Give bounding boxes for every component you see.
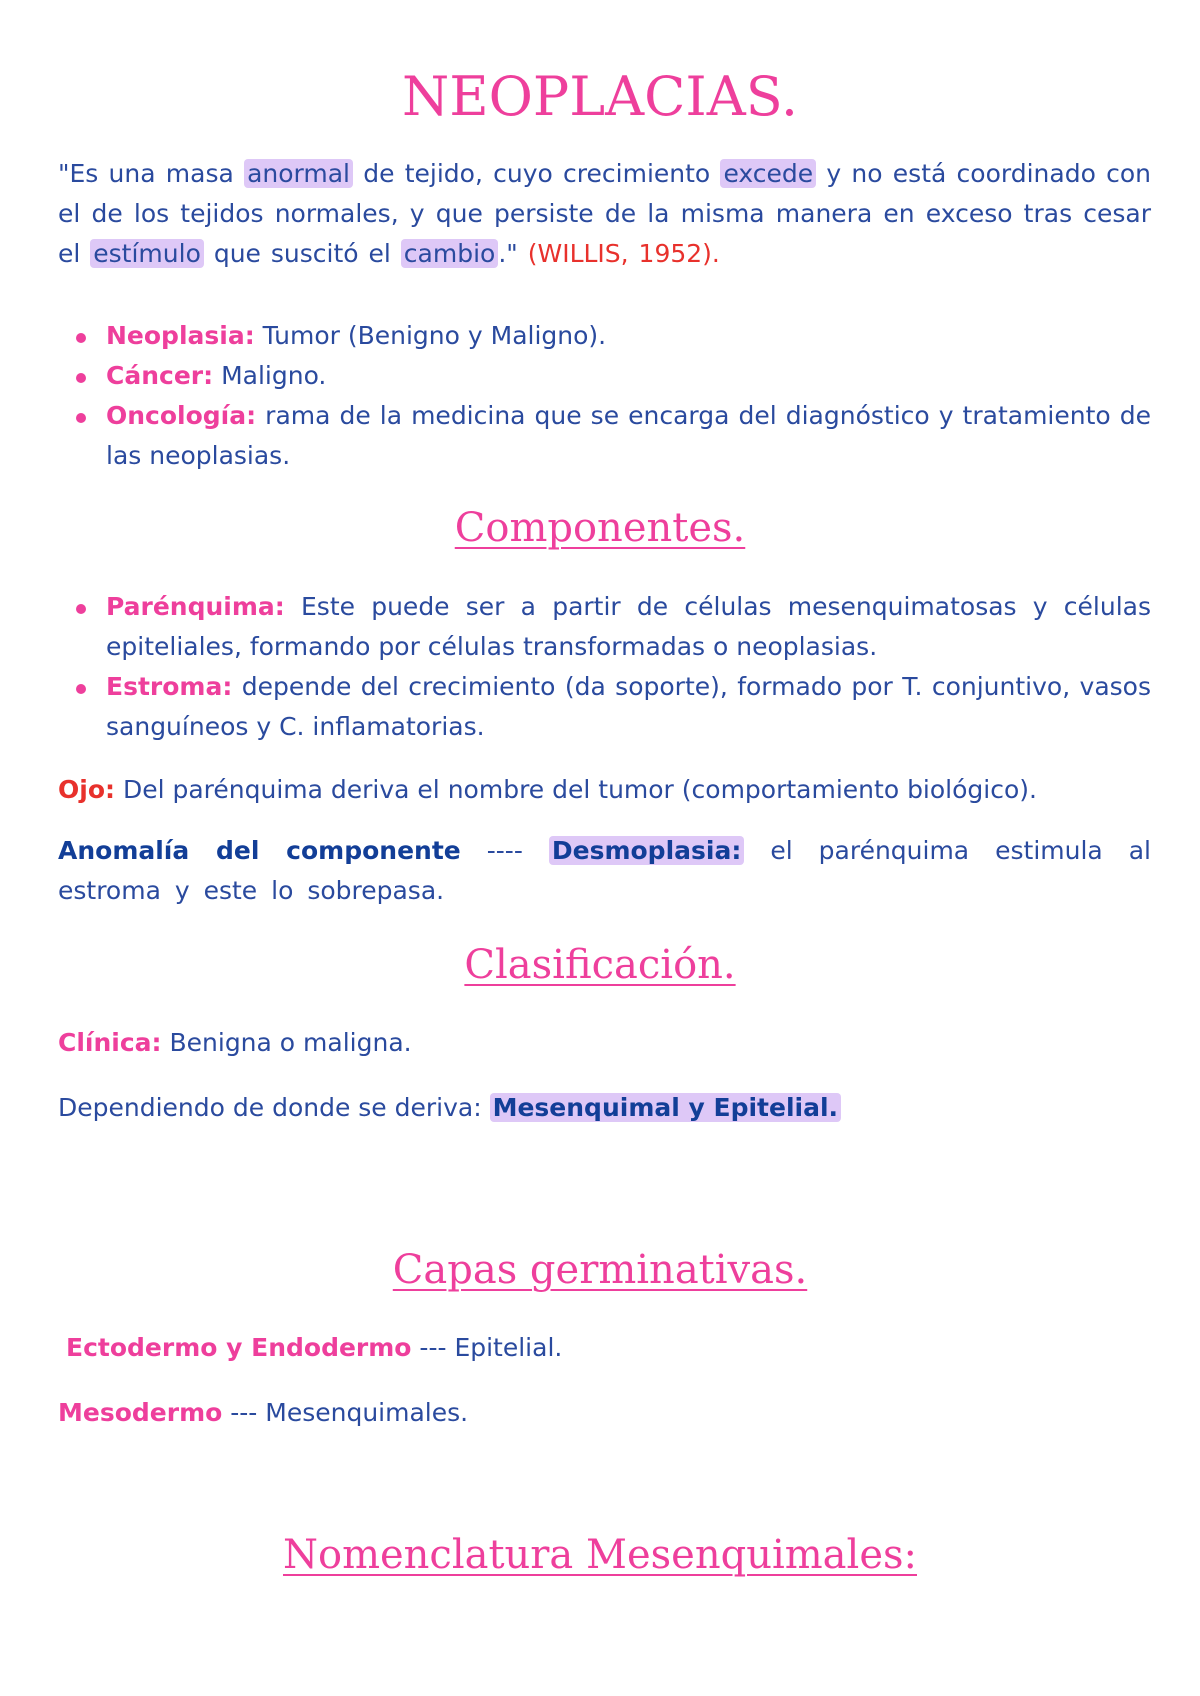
list-item bbox=[58, 396, 1151, 476]
ectodermo-label: Ectodermo y Endodermo bbox=[66, 1333, 412, 1362]
term-text: Maligno. bbox=[213, 361, 327, 390]
mesodermo-line bbox=[58, 1393, 1151, 1433]
clinica-label: Clínica: bbox=[58, 1028, 162, 1057]
ectodermo-text: --- Epitelial. bbox=[411, 1333, 563, 1362]
clinica-line bbox=[58, 1023, 1151, 1063]
deriva-text: Dependiendo de donde se deriva: bbox=[58, 1093, 490, 1122]
componentes-list bbox=[58, 587, 1151, 747]
highlight-desmoplasia: Desmoplasia: bbox=[549, 836, 744, 865]
anomalia-paragraph bbox=[58, 831, 1151, 911]
highlight-mesenquimal-epitelial: Mesenquimal y Epitelial. bbox=[490, 1093, 841, 1122]
list-item bbox=[58, 587, 1151, 667]
dash-text: ---- bbox=[460, 836, 549, 865]
deriva-line bbox=[58, 1088, 1151, 1128]
ojo-label: Ojo: bbox=[58, 775, 115, 804]
section-heading-nomenclatura: Nomenclatura Mesenquimales: bbox=[282, 1532, 917, 1578]
section-heading-capas: Capas germinativas. bbox=[392, 1247, 808, 1293]
highlight-estimulo: estímulo bbox=[90, 239, 204, 268]
definition-paragraph bbox=[58, 154, 1151, 274]
term-label: Parénquima: bbox=[106, 592, 285, 621]
ojo-text: Del parénquima deriva el nombre del tumor (comportamiento biológico). bbox=[115, 775, 1037, 804]
clinica-text: Benigna o maligna. bbox=[161, 1028, 412, 1057]
ectodermo-line bbox=[58, 1328, 1159, 1368]
definition-text: que suscitó el bbox=[203, 239, 401, 268]
term-label: Oncología: bbox=[106, 401, 257, 430]
highlight-cambio: cambio bbox=[401, 239, 499, 268]
list-item bbox=[58, 316, 1151, 356]
page-title: NEOPLACIAS. bbox=[401, 65, 798, 128]
term-text: rama de la medicina que se encarga del diagnóstico y tratamiento de las neoplasias. bbox=[106, 401, 1151, 470]
definition-text: de tejido, cuyo crecimiento bbox=[352, 159, 721, 188]
highlight-anormal: anormal bbox=[244, 159, 353, 188]
term-text: depende del crecimiento (da soporte), formado por T. conjuntivo, vasos sanguíneos y C. inflamatorias. bbox=[106, 672, 1151, 741]
section-heading-componentes: Componentes. bbox=[454, 505, 746, 551]
ojo-note bbox=[58, 770, 1151, 810]
term-label: Cáncer: bbox=[106, 361, 214, 390]
definition-text: "Es una masa bbox=[58, 159, 245, 188]
anomalia-label: Anomalía del componente bbox=[58, 836, 461, 865]
term-text: Este puede ser a partir de células mesenquimatosas y células epiteliales, formando por células transformadas o neoplasias. bbox=[106, 592, 1151, 661]
mesodermo-label: Mesodermo bbox=[58, 1398, 223, 1427]
citation: (WILLIS, 1952). bbox=[527, 239, 720, 268]
terms-list bbox=[58, 316, 1151, 476]
term-label: Neoplasia: bbox=[106, 321, 255, 350]
anomalia-text: el parénquima estimula al estroma y este lo sobrepasa. bbox=[58, 836, 1152, 905]
mesodermo-text: --- Mesenquimales. bbox=[222, 1398, 469, 1427]
term-text: Tumor (Benigno y Maligno). bbox=[254, 321, 607, 350]
section-heading-clasificacion: Clasificación. bbox=[464, 942, 736, 988]
highlight-excede: excede bbox=[720, 159, 816, 188]
definition-text: ." bbox=[498, 239, 528, 268]
list-item bbox=[58, 667, 1151, 747]
list-item bbox=[58, 356, 1151, 396]
definition-text: y no está coordinado con el de los tejidos normales, y que persiste de la misma manera en exceso tras cesar el bbox=[58, 159, 1151, 268]
term-label: Estroma: bbox=[106, 672, 233, 701]
